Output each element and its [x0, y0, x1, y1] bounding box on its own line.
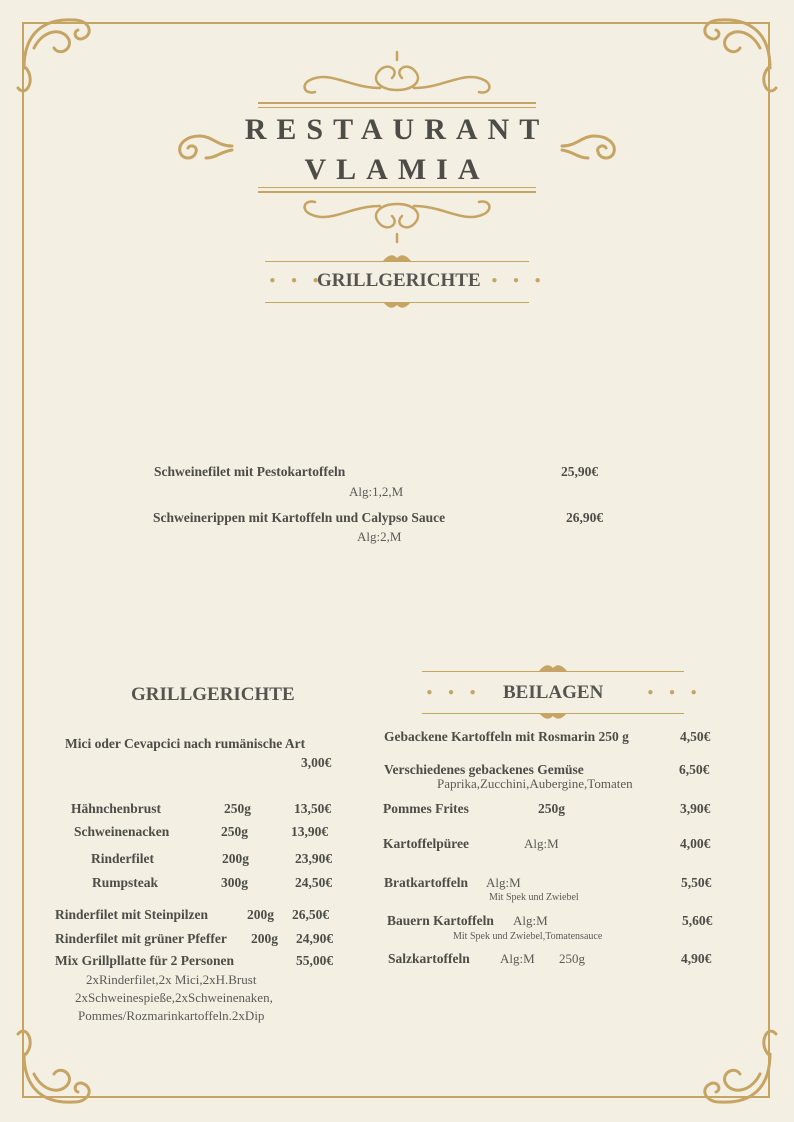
menu-item-price: 23,90€	[295, 851, 333, 866]
menu-item-weight: 300g	[221, 875, 248, 890]
side-item-name: Salzkartoffeln	[388, 951, 470, 966]
side-item-name: Bauern Kartoffeln	[387, 913, 494, 928]
side-item-sub: Mit Spek und Zwiebel,Tomatensauce	[453, 931, 603, 942]
featured-item-price: 26,90€	[566, 510, 604, 525]
featured-item-name: Schweinerippen mit Kartoffeln und Calypso Sauce	[153, 510, 446, 525]
menu-item-price: 24,90€	[296, 931, 334, 946]
menu-item-price: 13,50€	[294, 801, 332, 816]
side-item-weight: 250g	[559, 951, 585, 966]
title-top-rule	[258, 100, 536, 112]
platter-name: Mix Grillpllatte für 2 Personen	[55, 953, 234, 968]
side-item-price: 4,50€	[680, 729, 711, 744]
side-item-name: Gebackene Kartoffeln mit Rosmarin 250 g	[384, 729, 629, 744]
platter-detail: 2xSchweinespieße,2xSchweinenaken,	[75, 990, 273, 1005]
featured-item-price: 25,90€	[561, 464, 599, 479]
section-title: GRILLGERICHTE	[317, 270, 481, 291]
menu-item-price: 24,50€	[295, 875, 333, 890]
platter-detail: 2xRinderfilet,2x Mici,2xH.Brust	[86, 972, 257, 987]
corner-ornament-top-right	[670, 8, 780, 118]
corner-ornament-top-left	[14, 8, 124, 118]
section-dots-right: • • •	[490, 272, 547, 290]
side-item-price: 3,90€	[680, 801, 711, 816]
menu-item-name: Rinderfilet	[91, 851, 154, 866]
side-item-name: Bratkartoffeln	[384, 875, 468, 890]
side-item-note: Alg:M	[500, 951, 535, 966]
swirl-right	[560, 128, 622, 164]
side-item-price: 4,00€	[680, 836, 711, 851]
side-item-note: Alg:M	[513, 913, 548, 928]
menu-item-weight: 200g	[251, 931, 278, 946]
title-bottom-flourish	[290, 194, 504, 244]
section-top-rule	[265, 252, 529, 266]
menu-item-name: Rinderfilet mit Steinpilzen	[55, 907, 208, 922]
featured-item-name: Schweinefilet mit Pestokartoffeln	[154, 464, 346, 479]
menu-item-name: Rinderfilet mit grüner Pfeffer	[55, 931, 227, 946]
menu-item-weight: 200g	[222, 851, 249, 866]
swirl-left	[172, 128, 234, 164]
menu-item-weight: 200g	[247, 907, 274, 922]
side-item-weight: 250g	[538, 801, 565, 816]
section-dots-left: • • •	[268, 272, 325, 290]
right-dots-left: • • •	[425, 684, 482, 702]
side-item-sub: Mit Spek und Zwiebel	[489, 892, 579, 903]
menu-item-weight: 250g	[224, 801, 251, 816]
right-column-title: BEILAGEN	[503, 682, 604, 703]
menu-item-name: Schweinenacken	[74, 824, 170, 839]
mici-name: Mici oder Cevapcici nach rumänische Art	[65, 736, 306, 751]
mici-price: 3,00€	[301, 755, 332, 770]
side-item-price: 5,50€	[681, 875, 712, 890]
restaurant-name-line1: RESTAURANT	[244, 113, 550, 146]
side-item-price: 6,50€	[679, 762, 710, 777]
menu-item-name: Hähnchenbrust	[71, 801, 162, 816]
side-item-price: 5,60€	[682, 913, 713, 928]
right-dots-right: • • •	[646, 684, 703, 702]
side-item-sub: Paprika,Zucchini,Aubergine,Tomaten	[437, 776, 633, 791]
platter-detail: Pommes/Rozmarinkartoffeln.2xDip	[78, 1008, 265, 1023]
right-title-bottom-rule	[422, 709, 684, 723]
left-column-title: GRILLGERICHTE	[131, 684, 295, 705]
corner-ornament-bottom-right	[670, 1004, 780, 1114]
title-top-flourish	[290, 50, 504, 100]
featured-item-note: Alg:2,M	[357, 529, 402, 544]
side-item-name: Kartoffelpüree	[383, 836, 469, 851]
side-item-name: Pommes Frites	[383, 801, 469, 816]
right-title-top-rule	[422, 662, 684, 676]
side-item-price: 4,90€	[681, 951, 712, 966]
menu-item-price: 26,50€	[292, 907, 330, 922]
featured-item-note: Alg:1,2,M	[349, 484, 404, 499]
platter-price: 55,00€	[296, 953, 334, 968]
side-item-name: Verschiedenes gebackenes Gemüse	[384, 762, 584, 777]
menu-item-weight: 250g	[221, 824, 248, 839]
menu-item-price: 13,90€	[291, 824, 329, 839]
restaurant-name-line2: VLAMIA	[304, 153, 490, 186]
side-item-note: Alg:M	[486, 875, 521, 890]
side-item-note: Alg:M	[524, 836, 559, 851]
menu-item-name: Rumpsteak	[92, 875, 159, 890]
section-bottom-rule	[265, 298, 529, 312]
